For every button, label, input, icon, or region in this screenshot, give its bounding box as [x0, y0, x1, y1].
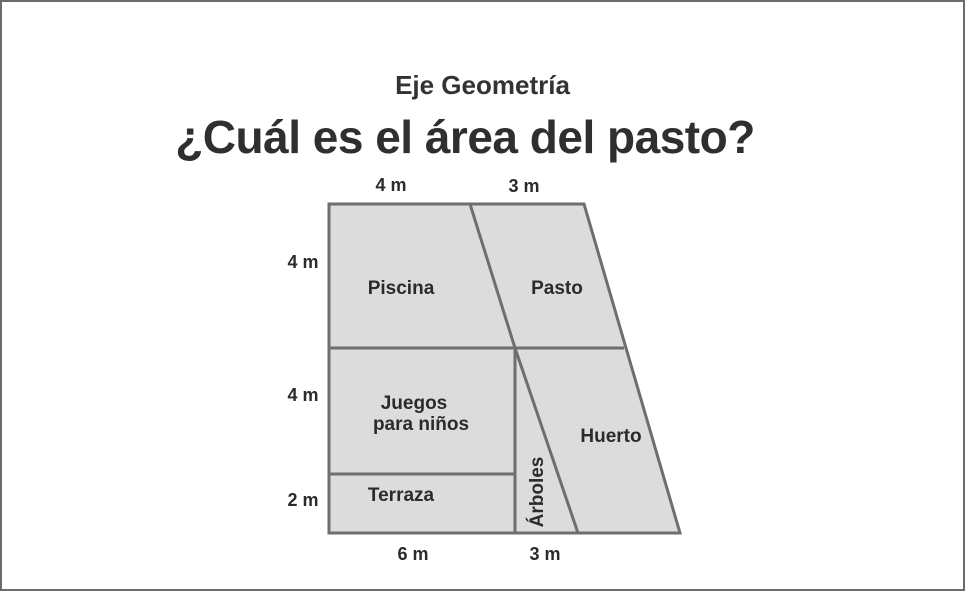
top-label-right: 3 m: [508, 176, 540, 196]
bottom-label-left: 6 m: [397, 544, 429, 564]
region-piscina: Piscina: [367, 278, 435, 299]
subtitle: Eje Geometría: [395, 70, 570, 100]
region-huerto: Huerto: [580, 426, 642, 447]
question-title: ¿Cuál es el área del pasto?: [175, 111, 755, 163]
region-terraza: Terraza: [367, 485, 435, 506]
region-juegos-line1: Juegos: [380, 393, 448, 414]
land-outline: [329, 204, 680, 533]
left-label-top: 4 m: [287, 252, 319, 272]
left-label-middle: 4 m: [287, 385, 319, 405]
bottom-label-right: 3 m: [529, 544, 561, 564]
top-label-left: 4 m: [375, 175, 407, 195]
left-label-bottom: 2 m: [287, 490, 319, 510]
region-juegos-line2: para niños: [372, 414, 470, 435]
region-arboles: Árboles: [527, 456, 548, 528]
region-pasto: Pasto: [531, 278, 583, 299]
